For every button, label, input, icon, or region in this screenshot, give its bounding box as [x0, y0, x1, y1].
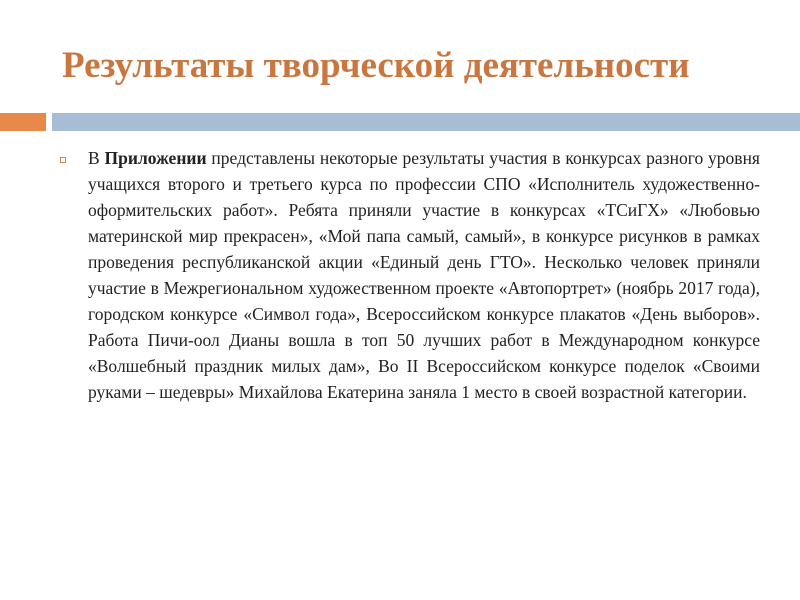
accent-bar-blue	[52, 113, 800, 131]
accent-bar-orange	[0, 113, 46, 131]
slide-content	[60, 145, 760, 405]
slide-title: Результаты творческой деятельности	[62, 45, 690, 86]
square-bullet-icon	[60, 157, 66, 163]
body-paragraph	[88, 145, 760, 405]
paragraph-text: представлены некоторые результаты участия в конкурсах разного уровня учащихся второго и третьего курса по профессии СПО «Исполнитель художественно-оформительских работ». Ребята приняли участие в конкурсах «ТСиГХ» «Любовью материнской мир прекрасен», «Мой папа самый, самый», в конкурсе рисунков в рамках проведения республиканской акции «Единый день ГТО». Несколько человек приняли участие в Межрегиональном художественном проекте «Автопортрет» (ноябрь 2017 года), городском конкурсе «Символ года», Всероссийском конкурсе плакатов «День выборов». Работа Пичи-оол Дианы вошла в топ 50 лучших работ в Международном конкурсе «Волшебный праздник милых дам», Во II Всероссийском конкурсе поделок «Своими руками – шедевры» Михайлова Екатерина заняла 1 место в своей возрастной категории.	[88, 148, 760, 402]
paragraph-lead: В	[88, 148, 105, 168]
paragraph-bold-word: Приложении	[104, 148, 207, 168]
bullet-item	[60, 145, 760, 405]
